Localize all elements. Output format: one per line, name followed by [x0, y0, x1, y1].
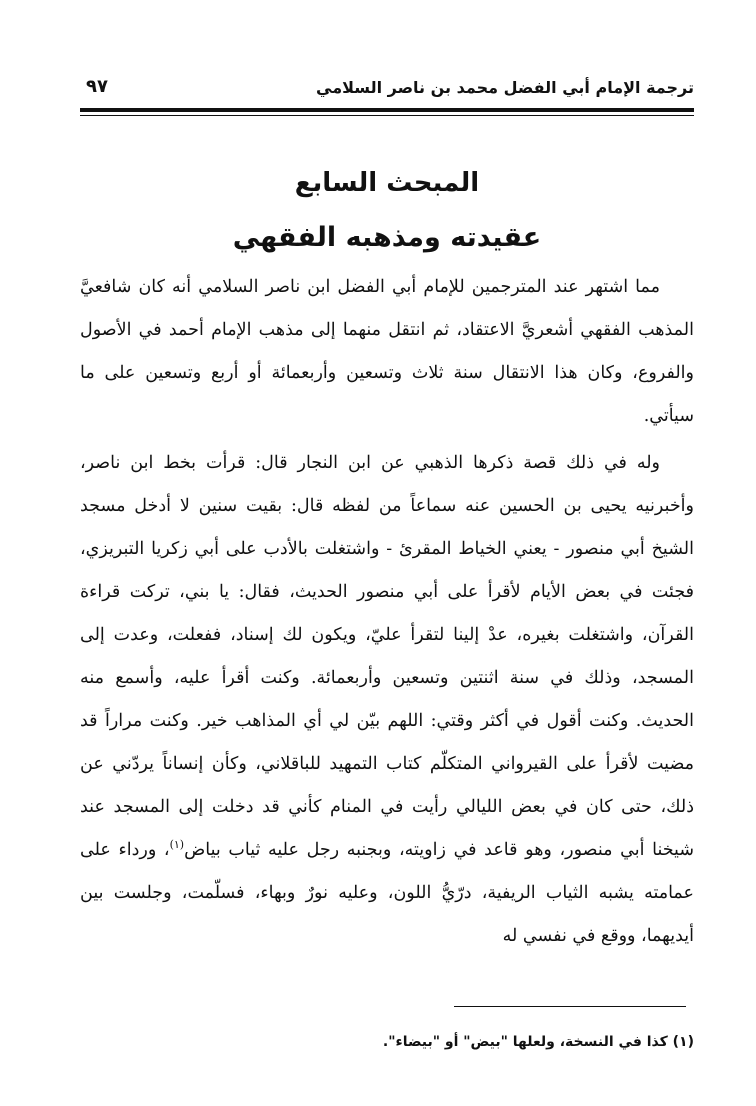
body-text [80, 266, 694, 958]
footnote: (١) كذا في النسخة، ولعلها "بيض" أو "بيضاء". [382, 1034, 694, 1050]
paragraph-2-continuation: ، ورداء على عمامته يشبه الثياب الريفية، درّيُّ اللون، وعليه نورٌ وبهاء، فسلّمت، وجلست بين أيديهما، ووقع في نفسي له [80, 840, 694, 946]
header-rule-thin [80, 115, 694, 116]
header-title: ترجمة الإمام أبي الفضل محمد بن ناصر السلامي [316, 78, 694, 97]
section-heading: المبحث السابع [294, 168, 480, 198]
running-header [80, 76, 694, 110]
header-rule-thick [80, 108, 694, 112]
paragraph-2-text: وله في ذلك قصة ذكرها الذهبي عن ابن النجار قال: قرأت بخط ابن ناصر، وأخبرنيه يحيى بن الحسين عنه سماعاً من لفظه قال: بقيت سنين لا أدخل مسجد الشيخ أبي منصور - يعني الخياط المقرئ - واشتغلت بالأدب على أبي زكريا التبريزي، فجئت في بعض الأيام لأقرأ على أبي منصور الحديث، فقال: يا بني، تركت قراءة القرآن، واشتغلت بغيره، عدْ إلينا لتقرأ عليّ، ويكون لك إسناد، ففعلت، وعدت إلى المسجد، وذلك في سنة اثنتين وتسعين وأربعمائة. وكنت أقرأ عليه، وأسمع منه الحديث. وكنت أقول في أكثر وقتي: اللهم بيّن لي أي المذاهب خير. وكنت مراراً قد مضيت لأقرأ على القيرواني المتكلّم كتاب التمهيد للباقلاني، وكأن إنساناً يردّني عن ذلك، حتى كان في بعض الليالي رأيت في المنام كأني قد دخلت إلى المسجد عند شيخنا أبي منصور، وهو قاعد في زاويته، وبجنبه رجل عليه ثياب بياض [80, 453, 694, 860]
footnote-marker: (١) [169, 838, 185, 852]
section-subtitle: عقيدته ومذهبه الفقهي [232, 222, 542, 253]
paragraph-1: مما اشتهر عند المترجمين للإمام أبي الفضل ابن ناصر السلامي أنه كان شافعيَّ المذهب الفقهي أشعريَّ الاعتقاد، ثم انتقل منهما إلى مذهب الإمام أحمد في الأصول والفروع، وكان هذا الانتقال سنة ثلاث وتسعين وأربعمائة أو أربع وتسعين على ما سيأتي. [80, 277, 694, 426]
footnote-separator [454, 1006, 686, 1007]
page-number: ٩٧ [86, 76, 108, 97]
paragraph-2 [80, 442, 694, 958]
